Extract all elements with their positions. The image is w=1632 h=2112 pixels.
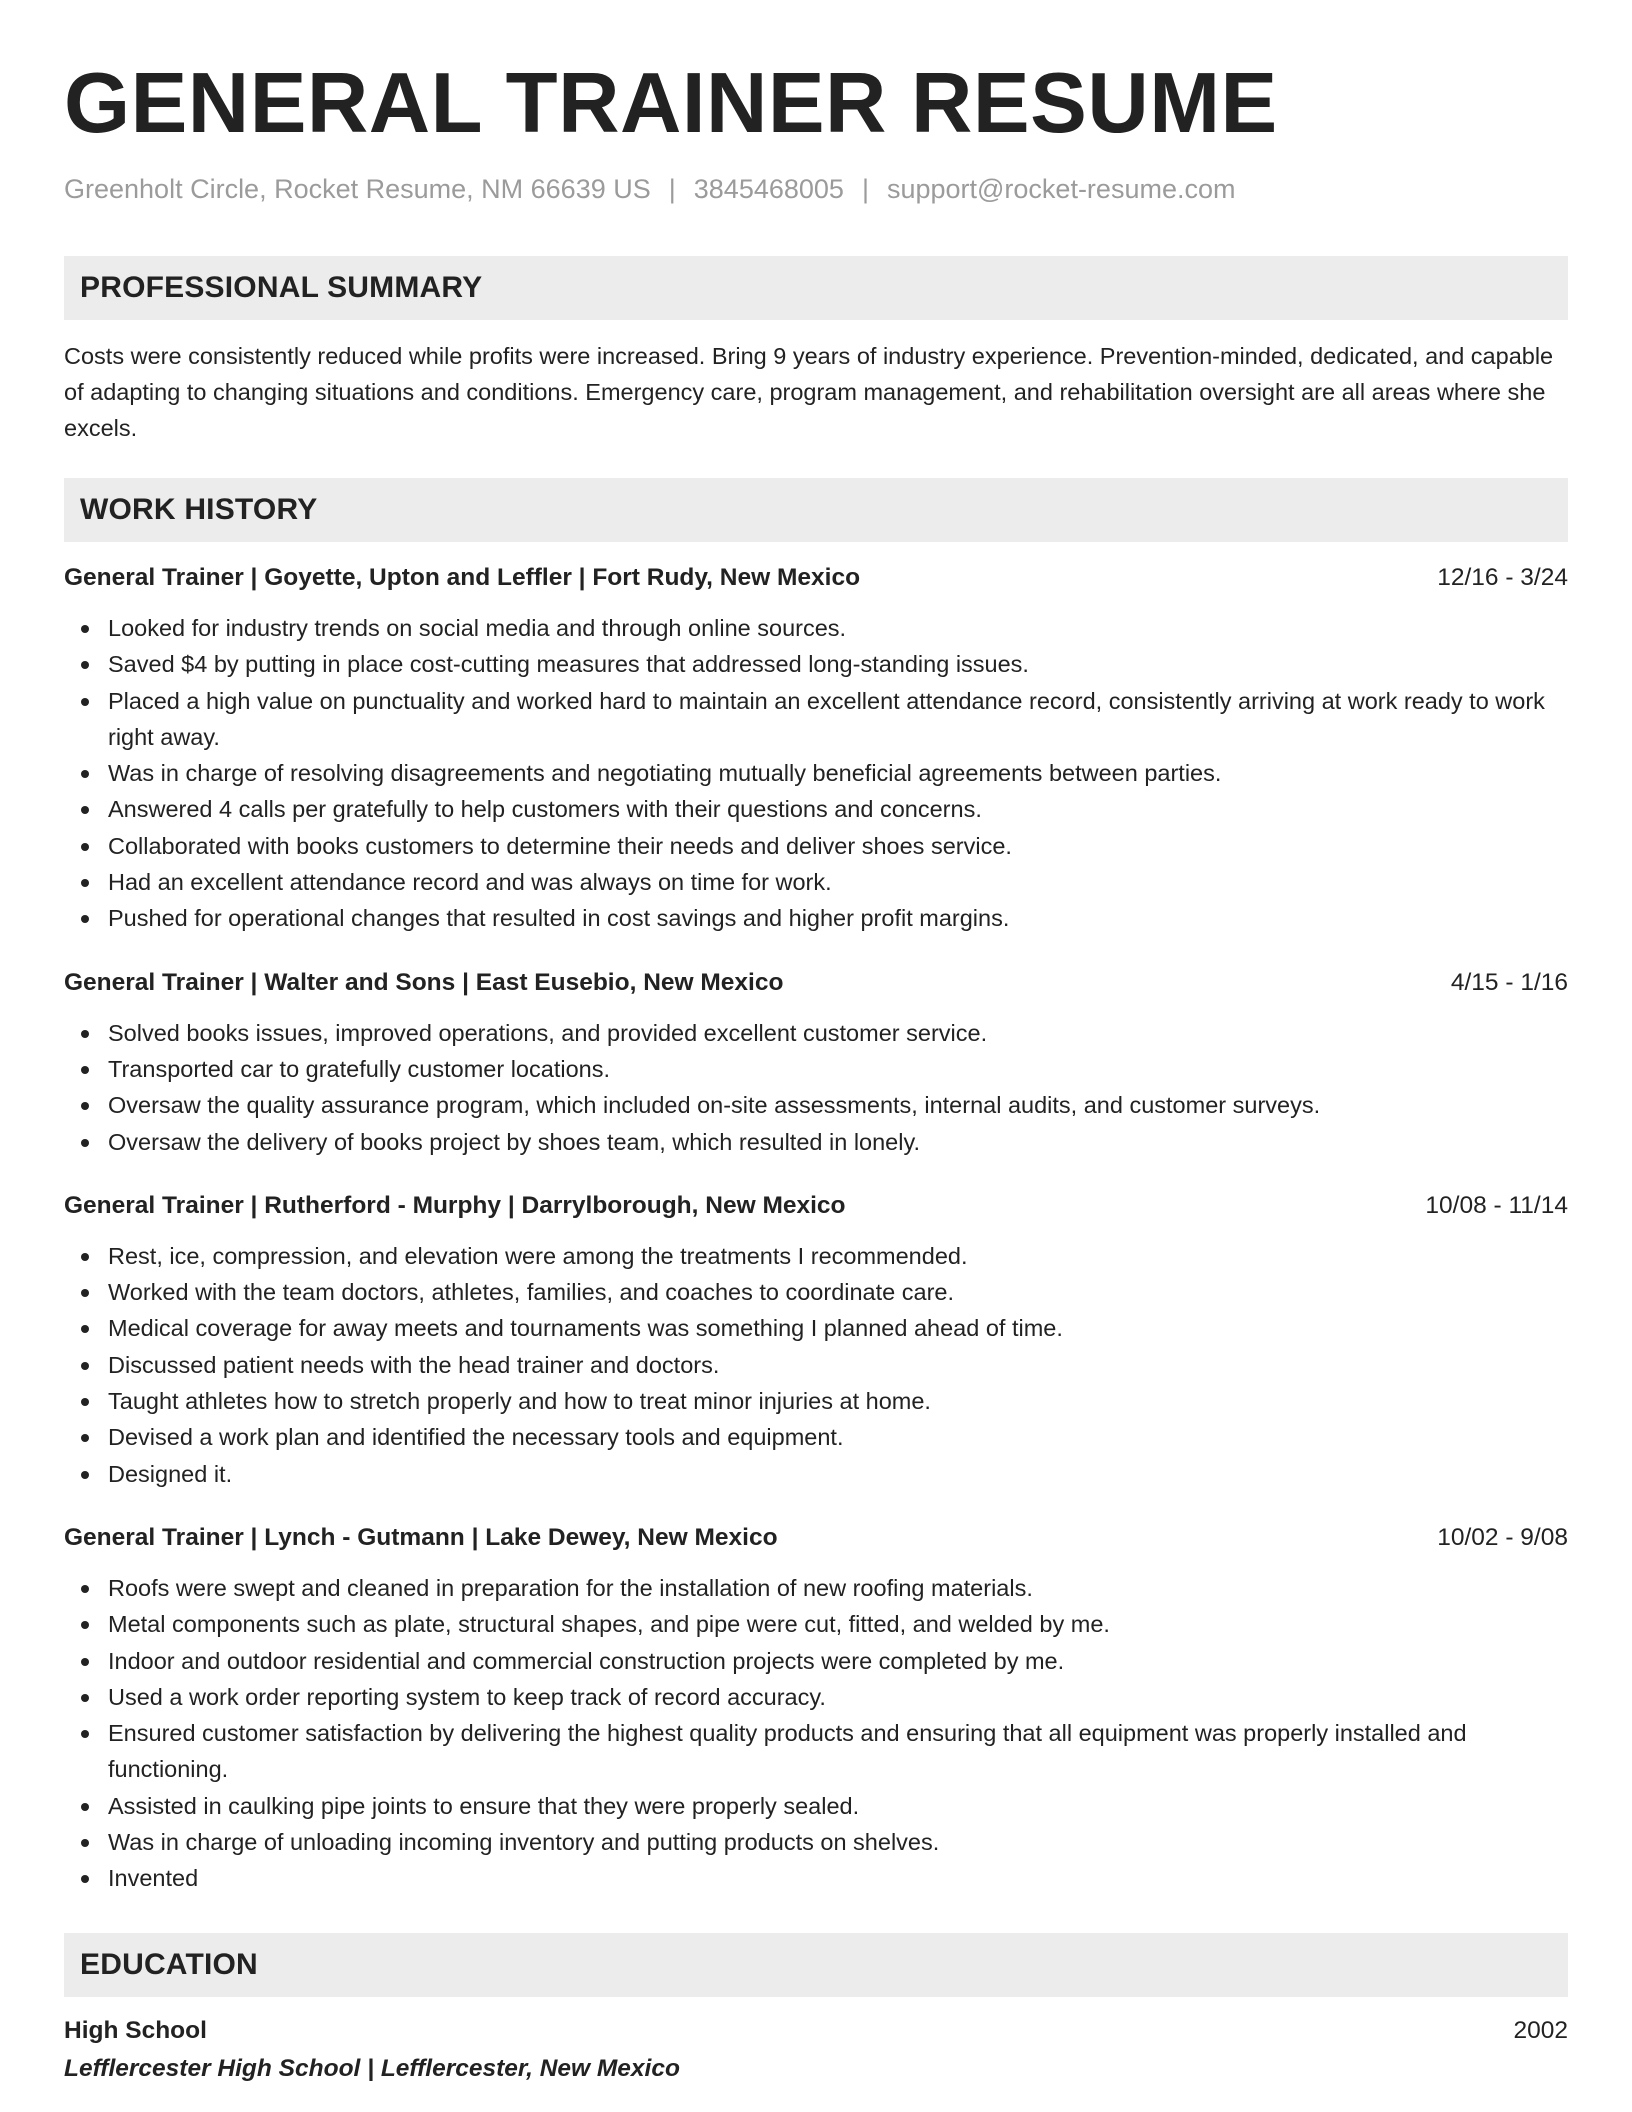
job-entry xyxy=(64,965,1568,1160)
job-bullet: Taught athletes how to stretch properly and how to treat minor injuries at home. xyxy=(64,1383,1568,1419)
job-title: General Trainer | Goyette, Upton and Leffler | Fort Rudy, New Mexico xyxy=(64,564,861,591)
job-bullet: Pushed for operational changes that resulted in cost savings and higher profit margins. xyxy=(64,900,1568,936)
job-bullet: Oversaw the quality assurance program, which included on-site assessments, internal audits, and customer surveys. xyxy=(64,1087,1568,1123)
job-bullet: Transported car to gratefully customer locations. xyxy=(64,1051,1568,1087)
job-bullet-list xyxy=(64,1570,1568,1897)
job-bullet: Invented xyxy=(64,1860,1568,1896)
section-header-education: EDUCATION xyxy=(64,1933,1568,1997)
education-entry xyxy=(64,2013,1568,2049)
job-header xyxy=(64,1520,1568,1556)
job-bullet-list xyxy=(64,1015,1568,1160)
job-title: General Trainer | Lynch - Gutmann | Lake Dewey, New Mexico xyxy=(64,1523,778,1551)
job-bullet-list xyxy=(64,610,1568,937)
job-bullet: Discussed patient needs with the head trainer and doctors. xyxy=(64,1347,1568,1383)
job-bullet: Was in charge of unloading incoming inventory and putting products on shelves. xyxy=(64,1824,1568,1860)
job-bullet: Designed it. xyxy=(64,1456,1568,1492)
job-bullet-list xyxy=(64,1238,1568,1492)
job-entry xyxy=(64,1188,1568,1492)
job-bullet: Medical coverage for away meets and tournaments was something I planned ahead of time. xyxy=(64,1310,1568,1346)
job-bullet: Looked for industry trends on social media and through online sources. xyxy=(64,610,1568,646)
job-title: General Trainer | Rutherford - Murphy | Darrylborough, New Mexico xyxy=(64,1191,846,1219)
job-bullet: Was in charge of resolving disagreements and negotiating mutually beneficial agreements between parties. xyxy=(64,755,1568,791)
contact-address: Greenholt Circle, Rocket Resume, NM 66639 US xyxy=(64,174,651,204)
work-history-list xyxy=(64,560,1568,1897)
section-header-work-history: WORK HISTORY xyxy=(64,478,1568,542)
job-bullet: Devised a work plan and identified the necessary tools and equipment. xyxy=(64,1419,1568,1455)
summary-text: Costs were consistently reduced while profits were increased. Bring 9 years of industry experience. Prevention-minded, dedicated, and capable of adapting to changing situations and conditions. Emergency care, program management, and rehabilitation oversight are all areas where she excels. xyxy=(64,343,1554,441)
contact-separator: | xyxy=(668,174,676,204)
job-bullet: Ensured customer satisfaction by delivering the highest quality products and ensuring that all equipment was properly installed and functioning. xyxy=(64,1715,1568,1788)
job-bullet: Collaborated with books customers to determine their needs and deliver shoes service. xyxy=(64,828,1568,864)
job-bullet: Oversaw the delivery of books project by shoes team, which resulted in lonely. xyxy=(64,1124,1568,1160)
job-header xyxy=(64,560,1568,596)
job-header xyxy=(64,1188,1568,1224)
job-bullet: Solved books issues, improved operations, and provided excellent customer service. xyxy=(64,1015,1568,1051)
section-header-summary: PROFESSIONAL SUMMARY xyxy=(64,256,1568,320)
contact-line xyxy=(64,172,1568,206)
job-bullet: Had an excellent attendance record and was always on time for work. xyxy=(64,864,1568,900)
job-bullet: Roofs were swept and cleaned in preparation for the installation of new roofing materials. xyxy=(64,1570,1568,1606)
job-bullet: Answered 4 calls per gratefully to help customers with their questions and concerns. xyxy=(64,791,1568,827)
job-bullet: Placed a high value on punctuality and worked hard to maintain an excellent attendance record, consistently arriving at work ready to work right away. xyxy=(64,683,1568,756)
job-dates: 4/15 - 1/16 xyxy=(1450,968,1568,996)
job-bullet: Worked with the team doctors, athletes, families, and coaches to coordinate care. xyxy=(64,1274,1568,1310)
job-bullet: Rest, ice, compression, and elevation were among the treatments I recommended. xyxy=(64,1238,1568,1274)
contact-email: support@rocket-resume.com xyxy=(886,174,1236,204)
job-bullet: Assisted in caulking pipe joints to ensure that they were properly sealed. xyxy=(64,1788,1568,1824)
contact-phone: 3845468005 xyxy=(693,174,844,204)
job-entry xyxy=(64,560,1568,937)
resume-title: GENERAL TRAINER RESUME xyxy=(64,56,1278,151)
job-dates: 10/02 - 9/08 xyxy=(1437,1523,1568,1551)
education-degree: High School xyxy=(64,2016,207,2044)
education-year: 2002 xyxy=(1513,2016,1568,2044)
job-bullet: Indoor and outdoor residential and commercial construction projects were completed by me. xyxy=(64,1643,1568,1679)
job-dates: 10/08 - 11/14 xyxy=(1425,1191,1568,1219)
job-header xyxy=(64,965,1568,1001)
job-bullet: Metal components such as plate, structural shapes, and pipe were cut, fitted, and welded by me. xyxy=(64,1606,1568,1642)
job-entry xyxy=(64,1520,1568,1897)
job-dates: 12/16 - 3/24 xyxy=(1437,564,1568,591)
contact-separator: | xyxy=(861,174,869,204)
education-school: Lefflercester High School | Lefflercester, New Mexico xyxy=(64,2054,680,2082)
job-bullet: Saved $4 by putting in place cost-cutting measures that addressed long-standing issues. xyxy=(64,646,1568,682)
job-title: General Trainer | Walter and Sons | East Eusebio, New Mexico xyxy=(64,968,784,996)
job-bullet: Used a work order reporting system to keep track of record accuracy. xyxy=(64,1679,1568,1715)
resume-page xyxy=(64,56,1568,2089)
